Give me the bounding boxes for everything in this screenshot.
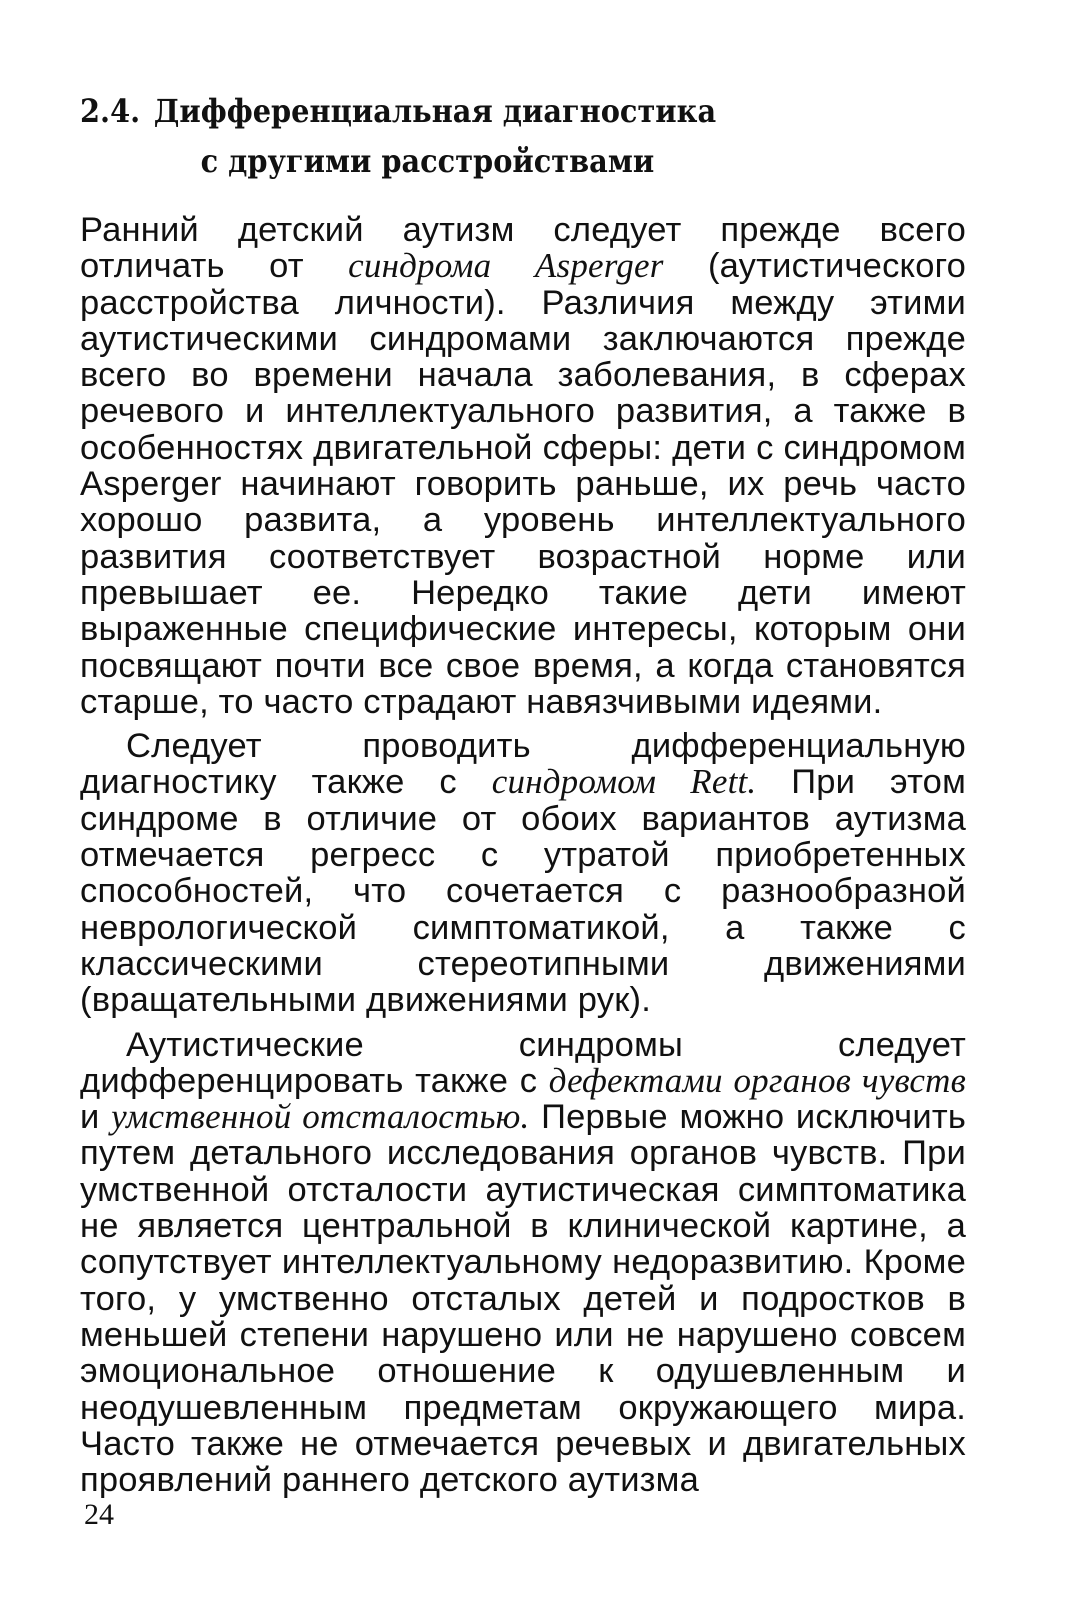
section-title-line1: Дифференциальная диагностика xyxy=(153,92,717,130)
italic-term: умственной отсталостью. xyxy=(111,1097,530,1137)
body-text xyxy=(80,212,966,1506)
section-title-line2: с другими расстройствами xyxy=(200,142,655,180)
paragraph-asperger xyxy=(80,212,966,720)
paragraph-text: (аутистического расстройства личности). Различия между этими аутистическими синдромами заключаются прежде всего во времени начала заболевания, в сферах речевого и интеллектуального развития, а также в особенностях двигательной сферы: дети с синдромом Asperger начинают говорить раньше, их речь часто хорошо развита, а уровень интеллектуального развития соответствует возрастной норме или превышает ее. Нередко такие дети имеют выраженные специфические интересы, которым они посвящают почти все свое время, а когда становятся старше, то часто страдают навязчивыми идеями. xyxy=(80,247,966,721)
italic-term: синдромом Rett. xyxy=(491,762,757,802)
paragraph-text: Аутистические синдромы следует дифференцировать также с xyxy=(80,1025,966,1100)
paragraph-text: Следует проводить дифференциальную диагностику также с xyxy=(80,727,966,802)
italic-term: дефектами органов чувств xyxy=(548,1060,967,1100)
paragraph-text: Первые можно исключить путем детального исследования органов чувств. При умственной отсталости аутистическая симптоматика не является центральной в клинической картине, а сопутствует интеллектуальному недоразвитию. Кроме того, у умственно отсталых детей и подростков в меньшей степени нарушено или не нарушено совсем эмоциональное отношение к одушевленным и неодушевленным предметам окружающего мира. Часто также не отмечается речевых и двигательных проявлений раннего детского аутизма xyxy=(80,1098,966,1500)
section-heading xyxy=(80,86,890,186)
paragraph-sensory-mental xyxy=(80,1027,966,1499)
paragraph-text: и xyxy=(80,1098,112,1137)
paragraph-text: При этом синдроме в отличие от обоих вариантов аутизма отмечается регресс с утратой приобретенных способностей, что сочетается с разнообразной неврологической симптоматикой, а также с классическими стереотипными движениями (вращательными движениями рук). xyxy=(80,763,966,1020)
section-number: 2.4. xyxy=(80,92,141,130)
italic-term: синдрома Asperger xyxy=(348,246,664,286)
paragraph-rett xyxy=(80,728,966,1018)
paragraph-text: Ранний детский аутизм следует прежде всего отличать от xyxy=(80,211,966,286)
page-number: 24 xyxy=(84,1498,114,1531)
